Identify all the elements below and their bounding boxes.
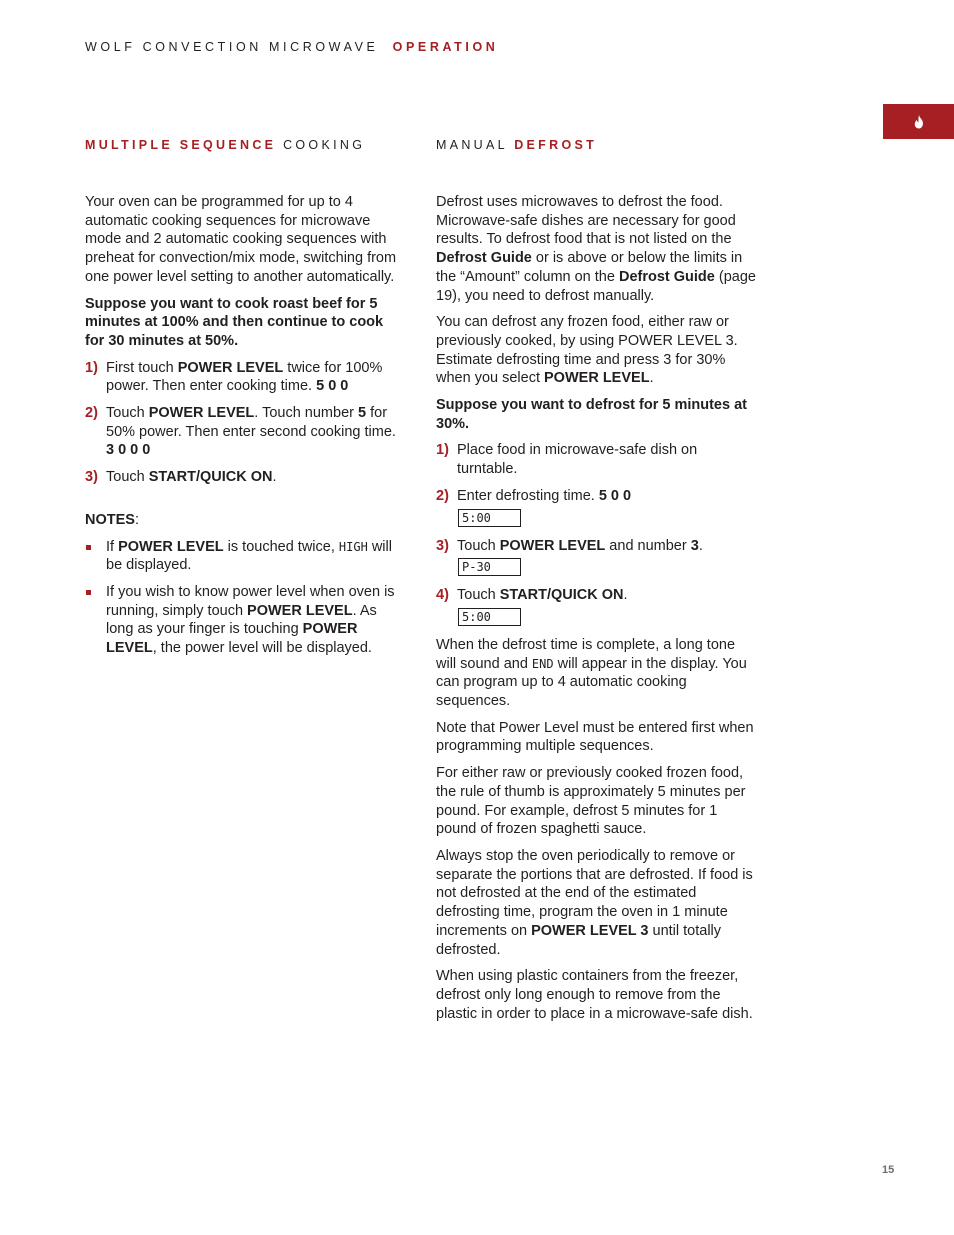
note-text: will be displayed. — [106, 538, 392, 574]
header-prefix: WOLF CONVECTION MICROWAVE — [85, 40, 379, 54]
note-2 — [85, 583, 405, 658]
step-3 — [85, 468, 405, 487]
section-title — [436, 138, 758, 152]
step-entry: 3 0 0 0 — [106, 442, 151, 459]
para-bold: POWER LEVEL 3 — [531, 922, 649, 939]
step-number: 4) — [436, 587, 449, 604]
display-readout: HIGH — [338, 539, 368, 554]
note-key: POWER LEVEL — [247, 602, 353, 619]
step-key: POWER LEVEL — [148, 405, 255, 422]
para-text: will appear in the display. You can program up to 4 automatic cooking sequences. — [436, 655, 747, 710]
para-text: or is above or below the limits in the “Amount” column on the — [436, 250, 743, 285]
step-text: Enter defrosting time. — [457, 487, 599, 504]
example-paragraph: Suppose you want to cook roast beef for 5 minutes at 100% and then continue to cook for 30 minutes at 50%. — [85, 295, 384, 349]
title-red: MULTIPLE SEQUENCE — [85, 138, 277, 152]
note-text: . As long as your finger is touching — [106, 602, 377, 638]
step-text: Place food in microwave-safe dish on turntable. — [457, 442, 698, 478]
step-text: Touch — [457, 537, 500, 554]
notes-label: NOTES — [85, 511, 135, 528]
para-text: When the defrost time is complete, a long tone will sound and — [436, 636, 736, 672]
step-text: Touch — [106, 469, 149, 486]
note-text: , the power level will be displayed. — [152, 640, 372, 657]
lcd-display: 5:00 — [458, 608, 521, 626]
step-number: 3) — [85, 469, 98, 486]
notes-colon: : — [134, 511, 139, 528]
lcd-display: P-30 — [458, 558, 521, 576]
step-text: . — [272, 469, 277, 486]
section-title — [85, 138, 405, 152]
step-text: . Touch number — [254, 405, 358, 422]
step-2 — [85, 404, 405, 460]
running-header — [85, 40, 498, 54]
para-bold: POWER LEVEL — [544, 370, 650, 387]
note-1 — [85, 538, 405, 575]
defrost-complete-paragraph — [436, 636, 758, 711]
step-number: 3) — [436, 537, 449, 554]
step-3 — [436, 537, 758, 556]
page-number: 15 — [882, 1164, 895, 1176]
step-1 — [436, 441, 758, 478]
step-4 — [436, 586, 758, 605]
stop-oven-paragraph — [436, 847, 758, 959]
note-key: POWER LEVEL — [118, 538, 224, 555]
section-tab — [883, 104, 954, 139]
step-entry: 3 — [690, 537, 699, 554]
title-rest: COOKING — [283, 138, 366, 152]
step-text: Touch — [457, 587, 500, 604]
step-text: First touch — [106, 359, 178, 376]
display-readout: END — [531, 656, 554, 671]
step-text: . — [623, 587, 628, 604]
step-text: for 50% power. Then enter second cooking time. — [106, 405, 396, 440]
step-key: START/QUICK ON — [148, 469, 273, 486]
step-entry: 5 0 0 — [598, 487, 632, 504]
para-bold: Defrost Guide — [618, 268, 715, 285]
bullet-square — [86, 590, 91, 595]
para-text: Always stop the oven periodically to remove or separate the portions that are defrosted. If food is not defrosted at the end of the estimated defrosting time, program the oven in 1 minute increments on — [436, 847, 753, 939]
step-number: 1) — [85, 359, 98, 376]
step-key: POWER LEVEL — [177, 359, 284, 376]
title-plain: MANUAL — [436, 138, 508, 152]
lcd-display: 5:00 — [458, 509, 521, 527]
step-number: 2) — [436, 487, 449, 504]
power-level-note: Note that Power Level must be entered first when programming multiple sequences. — [436, 719, 754, 755]
para-text: Defrost uses microwaves to defrost the food. Microwave-safe dishes are necessary for good results. To defrost food that is not listed on the — [436, 194, 736, 248]
plastic-containers-paragraph: When using plastic containers from the freezer, defrost only long enough to remove from the plastic in order to place in a microwave-safe dish. — [436, 968, 753, 1022]
step-text: and number — [605, 537, 691, 554]
step-entry: 5 0 0 — [316, 378, 349, 395]
note-text: is touched twice, — [223, 538, 339, 555]
defrost-intro — [436, 193, 758, 305]
step-entry: 5 — [358, 405, 367, 422]
example-paragraph: Suppose you want to defrost for 5 minutes at 30%. — [436, 397, 747, 432]
manual-defrost-column — [436, 138, 758, 1031]
note-text: If you wish to know power level when oven is running, simply touch — [106, 583, 395, 619]
para-text: (page 19), you need to defrost manually. — [436, 268, 756, 304]
step-text: Touch — [106, 405, 149, 422]
para-text: . — [649, 370, 654, 387]
notes-heading — [85, 511, 405, 530]
intro-paragraph: Your oven can be programmed for up to 4 automatic cooking sequences for microwave mode and 2 automatic cooking sequences with preheat for convection/mix mode, switching from one power level setting to another automatically. — [85, 194, 397, 285]
para-text: until totally defrosted. — [436, 922, 722, 958]
title-red: DEFROST — [514, 138, 598, 152]
step-2 — [436, 487, 758, 506]
para-bold: Defrost Guide — [436, 250, 532, 267]
para-text: You can defrost any frozen food, either raw or previously cooked, by using POWER LEVEL 3. Estimate defrosting time and press 3 for 30% when you select — [436, 314, 738, 387]
note-key: POWER LEVEL — [106, 621, 358, 657]
defrost-power-paragraph — [436, 313, 758, 388]
header-section: OPERATION — [392, 40, 499, 54]
note-text: If — [106, 538, 119, 555]
step-text: . — [698, 537, 703, 554]
multiple-sequence-column — [85, 138, 405, 666]
step-1 — [85, 359, 405, 396]
step-number: 2) — [85, 405, 98, 422]
rule-of-thumb-paragraph: For either raw or previously cooked frozen food, the rule of thumb is approximately 5 minutes per pound. For example, defrost 5 minutes for 1 pound of frozen spaghetti sauce. — [436, 765, 746, 838]
step-number: 1) — [436, 442, 449, 459]
step-key: START/QUICK ON — [499, 587, 624, 604]
step-key: POWER LEVEL — [499, 537, 606, 554]
flame-icon — [913, 115, 925, 129]
bullet-square — [86, 545, 91, 550]
step-text: twice for 100% power. Then enter cooking time. — [106, 359, 383, 395]
